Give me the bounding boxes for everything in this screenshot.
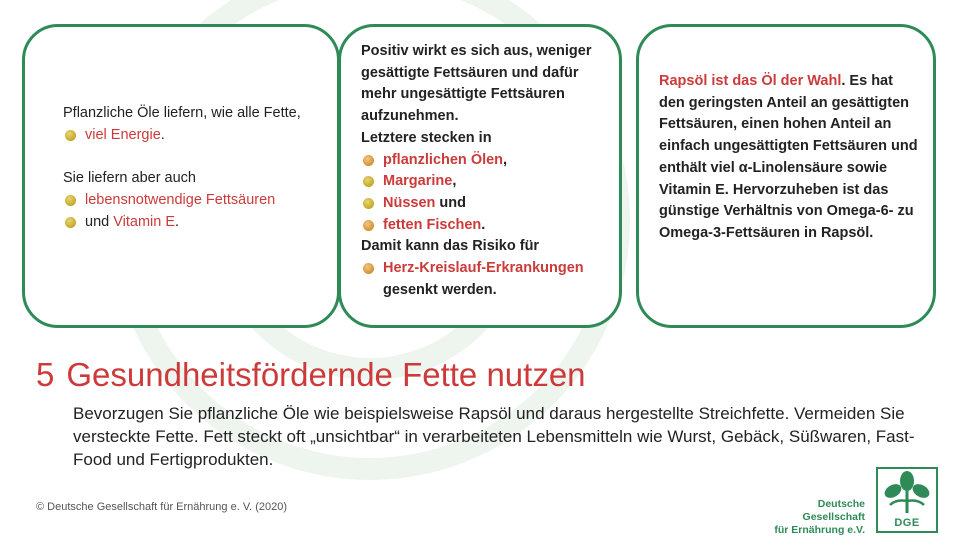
bullet-icon [363, 263, 374, 274]
card-saturated-fats [338, 24, 622, 328]
list-item-text: fetten Fischen [383, 216, 482, 233]
bullet-icon [65, 130, 76, 141]
list-item: fetten Fischen. [361, 215, 607, 237]
body-text: Bevorzugen Sie pflanzliche Öle wie beispielsweise Rapsöl und daraus hergestellte Streichfette. Vermeiden Sie versteckte Fette. Fett steckt oft „unsichtbar“ in verarbeiteten Lebensmitteln wie Wurst, Gebäck, Süßwaren, Fast-Food und Fertigprodukten. [73, 404, 915, 469]
list-item-text: Nüssen [383, 194, 436, 211]
list-item: und Vitamin E. [63, 212, 327, 234]
card2-line2: Letztere stecken in [361, 129, 492, 146]
list-item-suffix: und [435, 194, 466, 211]
card2-risk-suffix: gesenkt werden. [383, 281, 497, 298]
copyright-footer: © Deutsche Gesellschaft für Ernährung e. V. (2020) [36, 501, 288, 513]
dge-logo-text [765, 498, 865, 537]
logo-line1: Deutsche Gesellschaft [802, 498, 865, 523]
bullet-icon [65, 195, 76, 206]
bullet-icon [363, 176, 374, 187]
list-item [361, 193, 607, 215]
headline-title: Gesundheitsfördernde Fette nutzen [66, 356, 586, 393]
energy-text: viel Energie [85, 126, 161, 143]
vitamin-e-text: Vitamin E [113, 213, 176, 230]
bullet-icon [65, 217, 76, 228]
card2-risk-line: Damit kann das Risiko für [361, 238, 540, 255]
list-item [63, 190, 327, 212]
bullet-icon [363, 220, 374, 231]
bullet-icon [363, 155, 374, 166]
list-item-text: Herz-Kreislauf-Erkrankungen [383, 260, 584, 277]
bullet-icon [363, 198, 374, 209]
card1-line2: Sie liefern aber auch [63, 170, 196, 187]
plant-icon [878, 469, 936, 519]
list-item-text: Margarine [383, 173, 453, 190]
list-item: Margarine, [361, 171, 607, 193]
list-item: pflanzlichen Ölen, [361, 150, 607, 172]
card-rapeseed-oil [636, 24, 936, 328]
card3-text [659, 71, 921, 245]
dge-abbr: DGE [894, 517, 920, 529]
list-item-prefix: und [85, 213, 114, 230]
essential-fatty-acids-text: lebensnotwendige Fettsäuren [85, 192, 276, 209]
card2-intro: Positiv wirkt es sich aus, weniger gesättigte Fettsäuren und dafür mehr ungesättigte Fettsäuren aufzunehmen. [361, 43, 592, 125]
list-item [361, 258, 607, 280]
card-plant-oils [22, 24, 340, 328]
list-item-text: pflanzlichen Ölen [383, 151, 504, 168]
rapeseed-highlight: Rapsöl ist das Öl der Wahl [659, 73, 842, 89]
dge-logo-icon [876, 467, 938, 533]
section-headline [36, 356, 586, 394]
headline-number: 5 [36, 356, 55, 393]
card3-body: . Es hat den geringsten Anteil an gesättigten Fettsäuren, einen hohen Anteil an einfach ungesättigten Fettsäuren und enthält viel α-Linolensäure sowie Vitamin E. Hervorzuheben ist das günstige Verhältnis von Omega-6- zu Omega-3-Fettsäuren in Rapsöl. [659, 73, 918, 241]
logo-line2: für Ernährung e.V. [774, 524, 865, 536]
list-item: viel Energie. [63, 125, 327, 147]
card1-intro: Pflanzliche Öle liefern, wie alle Fette, [63, 105, 301, 121]
